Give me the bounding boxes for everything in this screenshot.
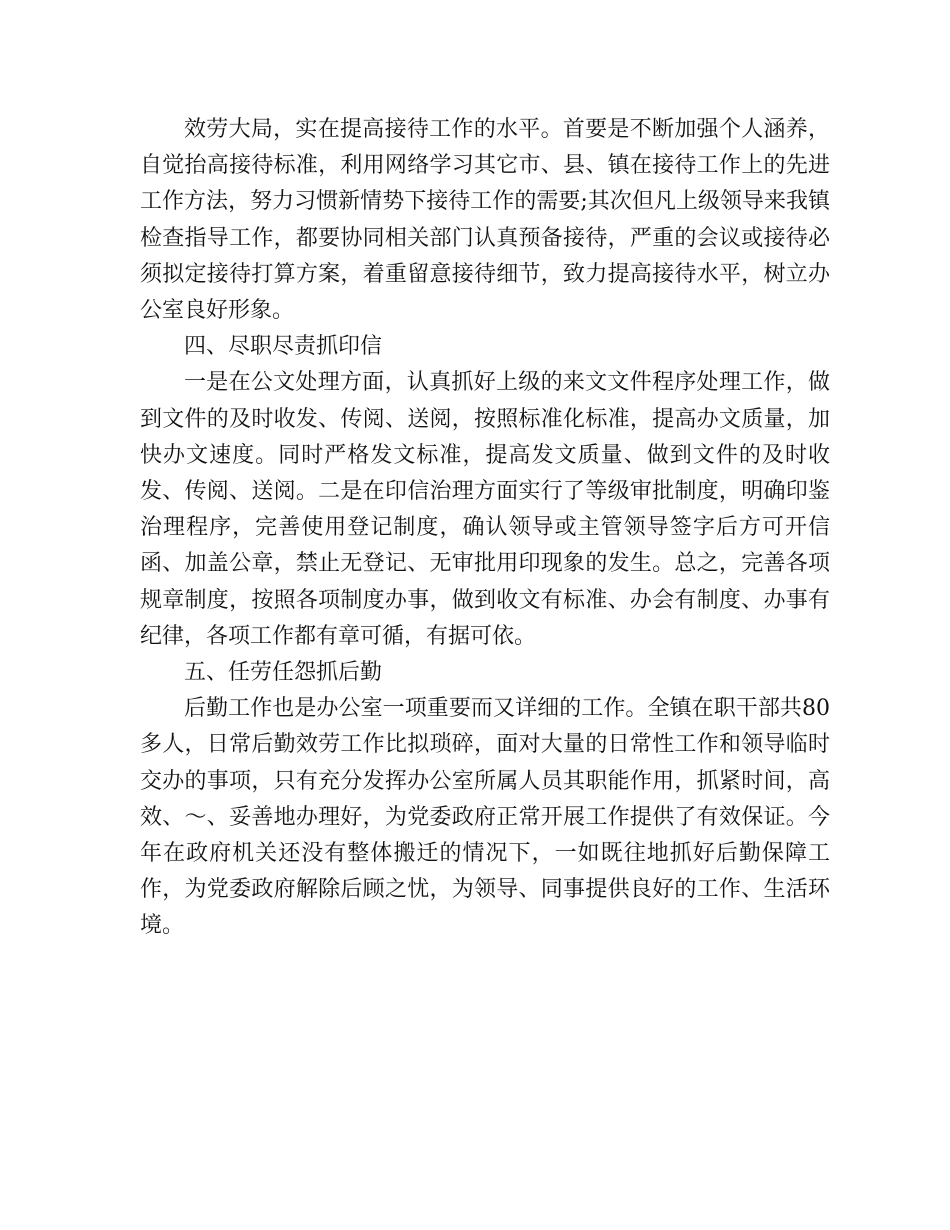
paragraph-reception: 效劳大局，实在提高接待工作的水平。首要是不断加强个人涵养，自觉抬高接待标准，利用网络学习其它市、县、镇在接待工作上的先进工作方法，努力习惯新情势下接待工作的需要;其次但凡上级领导来我镇检查指导工作，都要协同相关部门认真预备接待，严重的会议或接待必须拟定接待打算方案，着重留意接待细节，致力提高接待水平，树立办公室良好形象。: [140, 117, 830, 324]
section-heading-logistics: 五、任劳任怨抓后勤: [184, 660, 383, 686]
paragraph-documents-seals: 一是在公文处理方面，认真抓好上级的来文文件程序处理工作，做到文件的及时收发、传阅、送阅，按照标准化标准，提高办文质量，加快办文速度。同时严格发文标准，提高发文质量、做到文件的及时收发、传阅、送阅。二是在印信治理方面实行了等级审批制度，明确印鉴治理程序，完善使用登记制度，确认领导或主管领导签字后方可开信函、加盖公章，禁止无登记、无审批用印现象的发生。总之，完善各项规章制度，按照各项制度办事，做到收文有标准、办会有制度、办事有纪律，各项工作都有章可循，有据可依。: [140, 370, 830, 649]
document-body: [140, 112, 830, 945]
paragraph-logistics: 后勤工作也是办公室一项重要而又详细的工作。全镇在职干部共80多人，日常后勤效劳工作比拟琐碎，面对大量的日常性工作和领导临时交办的事项，只有充分发挥办公室所属人员其职能作用，抓紧时间，高效、～、妥善地办理好，为党委政府正常开展工作提供了有效保证。今年在政府机关还没有整体搬迁的情况下，一如既往地抓好后勤保障工作，为党委政府解除后顾之忧，为领导、同事提供良好的工作、生活环境。: [140, 696, 830, 939]
section-heading-seals: 四、尽职尽责抓印信: [184, 334, 383, 360]
